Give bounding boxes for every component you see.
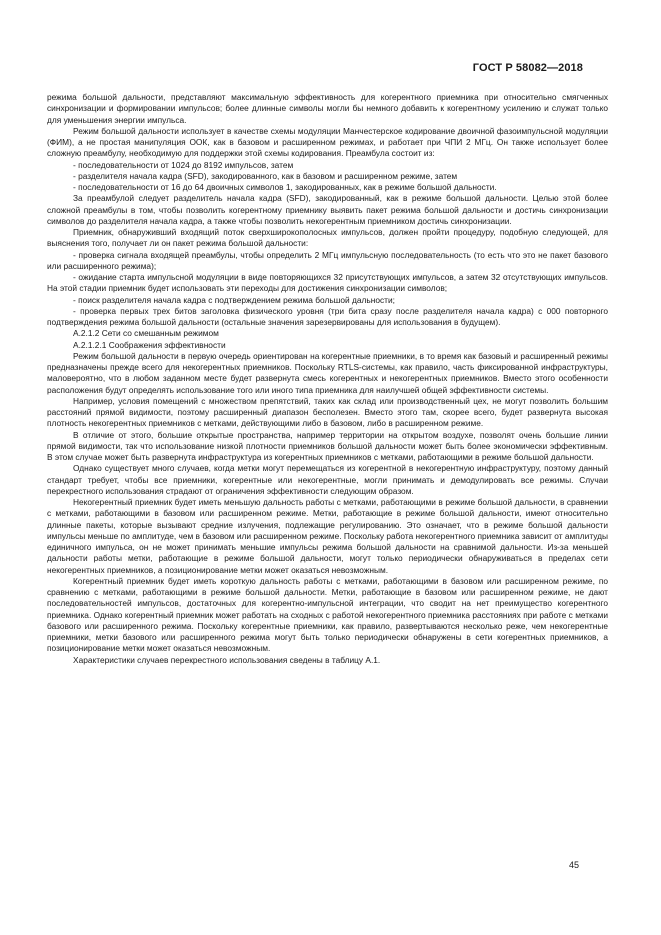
paragraph: В отличие от этого, большие открытые пространства, например территории на открытом воздухе, позволят очень большие линии прямой видимости, так что использование низкой плотности приемников большой дальности может быть более экономически эффективным. В этом случае может быть развернута инфраструктура из когерентных приемников с метками, работающими в режиме большой дальности. (47, 429, 608, 462)
paragraph: Когерентный приемник будет иметь короткую дальность работы с метками, работающими в базовом или расширенном режиме, по сравнению с метками, работающими в режиме большой дальности. Метки, работающие в базовом или расширенном режиме, не дают последовательностей импульсов, достаточных для когерентно-импульсной интеграции, что сводит на нет преимущество когерентного приемника. Однако когерентный приемник может работать на сходных с работой некогерентного приемника расстояниях при работе с метками базового или расширенного режима. Поскольку когерентные приемники, как правило, развертываются несколько реже, чем некогерентные приемники, метки базового или расширенного режима могут быть только периодически обнаружены в сети когерентных приемников, а позиционирование метки может оказаться невозможным. (47, 575, 608, 654)
paragraph: режима большой дальности, представляют максимальную эффективность для когерентного приемника при относительно смягченных синхронизации и формировании импульсов; более длинные символы могли бы немного добавить к когерентному усилению и служат только для уменьшения энергии импульса. (47, 92, 608, 125)
paragraph: - проверка сигнала входящей преамбулы, чтобы определить 2 МГц импульсную последовательность (то есть что это не пакет базового или расширенного режима); (47, 249, 608, 271)
paragraph: Например, условия помещений с множеством препятствий, таких как склад или производственный цех, не могут позволить большим расстояний прямой видимости, поэтому расширенный диапазон бесполезен. Вместо этого там, скорее всего, будет развернута высокая плотность некогерентных приемников с метками, действующими либо в базовом, либо в расширенном режиме. (47, 395, 608, 429)
paragraph: Режим большой дальности использует в качестве схемы модуляции Манчестерское кодирование двоичной фазоимпульсной модуляции (ФИМ), а не простая манипуляция ООК, как в базовом и расширенном режимах, и работает при ЧПИ 2 МГц. Он также использует более сложную преамбулу, необходимую для поддержки этой схемы кодирования. Преамбула состоит из: (47, 125, 608, 159)
paragraph: Однако существует много случаев, когда метки могут перемещаться из когерентной в некогерентную инфраструктуру, поэтому данный стандарт требует, чтобы все приемники, когерентные или некогерентные, могли принимать и демодулировать все режимы. Случаи перекрестного использования страдают от ограничения эффективности следующим образом. (47, 463, 608, 496)
section-heading: А.2.1.2 Сети со смешанным режимом (73, 328, 219, 339)
paragraph: Режим большой дальности в первую очередь ориентирован на когерентные приемники, в то время как базовый и расширенный режимы предназначены прежде всего для некогерентных приемников. Поскольку RTLS-системы, как правило, часть фиксированной инфраструктуры, маловероятно, что в любом заданном месте будет развернута смесь когерентных и некогерентных приемников. Вместо этого особенности расположения будут определять использование того или иного типа приемника для наилучшей общей эффективности системы. (47, 350, 608, 395)
paragraph: - последовательности от 1024 до 8192 импульсов, затем (73, 159, 294, 170)
paragraph: Некогерентный приемник будет иметь меньшую дальность работы с метками, работающими в режиме большой дальности, в сравнении с метками, работающими в базовом или расширенном режиме. Метки, работающие в режиме большой дальности, имеют относительно длинные пакеты, которые вызывают средние излучения, подлежащие регулированию. Это означает, что в режиме большой дальности импульсы меньше по амплитуде, чем в базовом или расширенном режиме. Поскольку работа некогерентного приемника зависит от амплитуды единичного импульса, он не может принимать меньшие импульсы режима большой дальности на сравнимой дальности. Из-за меньшей дальности работы метки, работающие в режиме большой дальности, могут только периодически обнаруживаться в пределах сети некогерентных приемников, а позиционирование метки может оказаться невозможным. (47, 497, 608, 575)
document-header: ГОСТ Р 58082—2018 (472, 62, 583, 74)
paragraph: - поиск разделителя начала кадра с подтверждением режима большой дальности; (73, 294, 395, 305)
paragraph: - последовательности от 16 до 64 двоичных символов 1, закодированных, как в режиме большой дальности. (73, 182, 497, 192)
document-body (47, 92, 608, 666)
page-number: 45 (568, 860, 579, 870)
paragraph: - ожидание старта импульсной модуляции в виде повторяющихся 32 присутствующих импульсов, а затем 32 отсутствующих импульсов. На этой стадии приемник будет использовать эти переходы для достижения синхронизации символов; (47, 272, 608, 294)
paragraph: Приемник, обнаруживший входящий поток сверхширокополосных импульсов, должен пройти процедуру, подобную следующей, для выяснения того, получает ли он пакет режима большой дальности: (47, 227, 608, 249)
paragraph: Характеристики случаев перекрестного использования сведены в таблицу А.1. (73, 654, 381, 665)
paragraph: - разделителя начала кадра (SFD), закодированного, как в базовом и расширенном режиме, затем (73, 170, 458, 181)
paragraph: - проверка первых трех битов заголовка физического уровня (три бита сразу после разделителя начала кадра) с 000 повторного подтверждения режима большой дальности (остальные значения зарезервированы для использования в будущем). (47, 305, 608, 327)
paragraph: За преамбулой следует разделитель начала кадра (SFD), закодированный, как в режиме большой дальности. Целью этой более сложной преамбулы в том, чтобы позволить когерентному приемнику выявить пакет режима большой дальности и достичь синхронизации символов до разделителя начала кадра, а также чтобы позволить некогерентным приемником достичь синхронизации. (47, 193, 608, 226)
section-heading: А.2.1.2.1 Соображения эффективности (73, 339, 226, 350)
